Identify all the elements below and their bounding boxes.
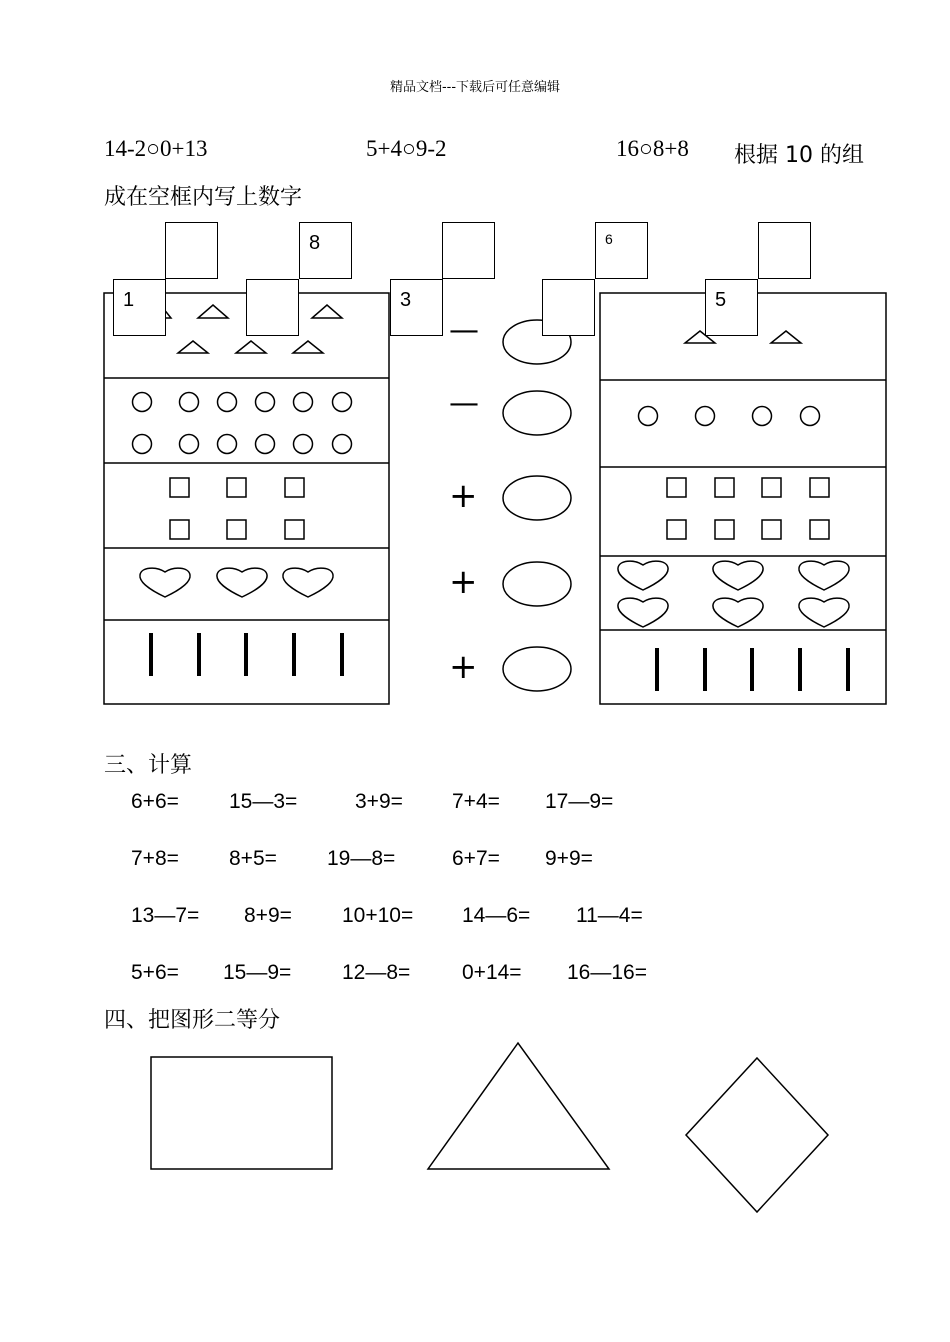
- calc-item: 6+7=: [452, 847, 500, 870]
- stick-marks: [151, 633, 848, 691]
- right-row-hearts: [618, 561, 849, 627]
- calc-item: 5+6=: [131, 961, 179, 984]
- compare-item-3: 16○8+8: [616, 136, 689, 161]
- rectangle-shape: [151, 1057, 332, 1169]
- operator-4: +: [449, 562, 478, 602]
- section2-title-part2: 成在空框内写上数字: [104, 185, 303, 210]
- calc-item: 11—4=: [576, 904, 643, 927]
- operator-1: —: [449, 313, 479, 348]
- calc-item: 3+9=: [355, 790, 403, 813]
- number-box-top-2[interactable]: 8: [299, 222, 352, 279]
- section3-title: 三、计算: [104, 753, 193, 778]
- calc-item: 9+9=: [545, 847, 593, 870]
- compare-item-2: 5+4○9-2: [366, 136, 447, 161]
- right-row-circles: [639, 407, 820, 426]
- answer-ovals: [503, 320, 571, 691]
- diamond-shape: [686, 1058, 828, 1212]
- left-row-squares: [170, 478, 304, 539]
- triangle-shape: [428, 1043, 609, 1169]
- calc-item: 17—9=: [545, 790, 614, 813]
- calc-item: 14—6=: [462, 904, 531, 927]
- operator-2: —: [449, 386, 479, 421]
- calc-item: 12—8=: [342, 961, 411, 984]
- section2-title-part1: 根据 10 的组: [734, 143, 864, 168]
- operator-5: +: [449, 647, 478, 687]
- calc-item: 15—3=: [229, 790, 298, 813]
- number-box-bottom-5[interactable]: 5: [705, 279, 758, 336]
- calc-item: 6+6=: [131, 790, 179, 813]
- calc-item: 8+9=: [244, 904, 292, 927]
- number-box-top-3[interactable]: [442, 222, 495, 279]
- calc-item: 10+10=: [342, 904, 414, 927]
- calc-item: 15—9=: [223, 961, 292, 984]
- left-row-circles: [133, 393, 352, 454]
- calc-item: 0+14=: [462, 961, 522, 984]
- page-header: 精品文档---下载后可任意编辑: [389, 80, 561, 95]
- number-box-bottom-3[interactable]: 3: [390, 279, 443, 336]
- left-row-hearts: [140, 568, 333, 597]
- number-box-top-4[interactable]: 6: [595, 222, 648, 279]
- number-box-bottom-1[interactable]: 1: [113, 279, 166, 336]
- number-box-top-5[interactable]: [758, 222, 811, 279]
- calc-item: 8+5=: [229, 847, 277, 870]
- right-row-squares: [667, 478, 829, 539]
- operator-3: +: [449, 476, 478, 516]
- number-box-top-1[interactable]: [165, 222, 218, 279]
- right-table: [600, 293, 886, 704]
- calc-item: 16—16=: [567, 961, 647, 984]
- calc-item: 19—8=: [327, 847, 396, 870]
- calc-item: 7+4=: [452, 790, 500, 813]
- calc-item: 13—7=: [131, 904, 200, 927]
- calc-item: 7+8=: [131, 847, 179, 870]
- section4-title: 四、把图形二等分: [104, 1008, 281, 1033]
- number-box-bottom-2[interactable]: [246, 279, 299, 336]
- compare-item-1: 14-2○0+13: [104, 136, 208, 161]
- number-box-bottom-4[interactable]: [542, 279, 595, 336]
